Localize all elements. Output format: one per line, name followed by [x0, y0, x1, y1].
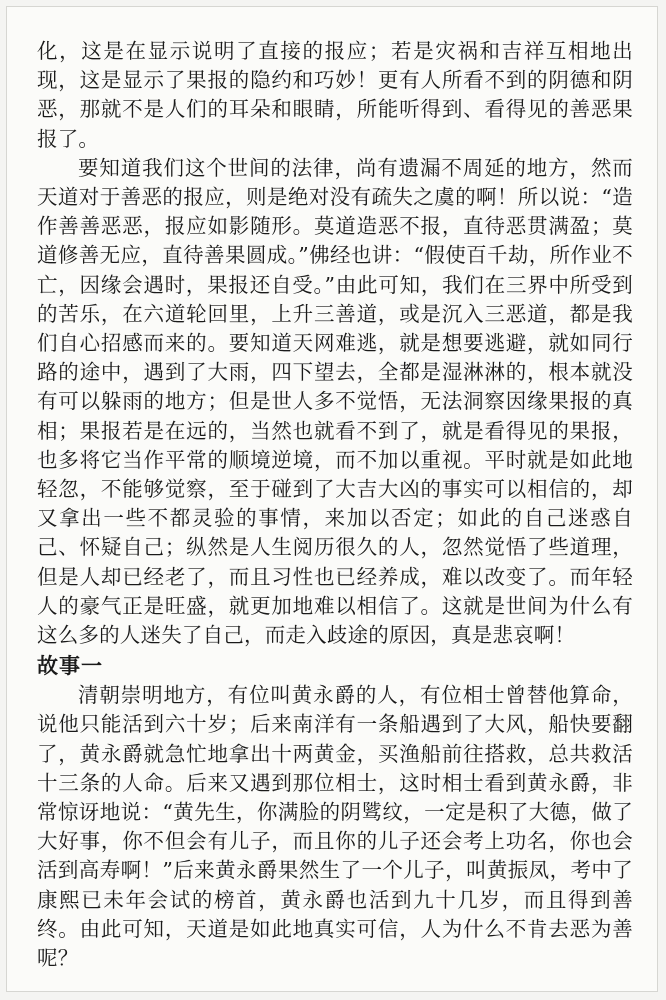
story-heading: 故事一	[37, 654, 103, 679]
story-paragraph: 清朝崇明地方，有位叫黄永爵的人，有位相士曾替他算命，说他只能活到六十岁；后来南洋有一条船遇到了大风，船快要翻了，黄永爵就急忙地拿出十两黄金，买渔船前往搭救，总共救活十三条的人命。后来又遇到那位相士，这时相士看到黄永爵，非常惊讶地说：“黄先生，你满脸的阴骘纹，一定是积了大德，做了大好事，你不但会有儿子，而且你的儿子还会考上功名，你也会活到高寿啊！”后来黄永爵果然生了一个儿子，叫黄振凤，考中了康熙已未年会试的榜首，黄永爵也活到九十几岁，而且得到善终。由此可知，天道是如此地真实可信，人为什么不肯去恶为善呢？	[37, 683, 633, 971]
page-text	[37, 37, 633, 973]
paragraph-moral-reflection: 要知道我们这个世间的法律，尚有遗漏不周延的地方，然而天道对于善恶的报应，则是绝对没有疏失之虞的啊！所以说：“造作善善恶恶，报应如影随形。莫道造恶不报，直待恶贯满盈；莫道修善无应，直待善果圆成。”佛经也讲：“假使百千劫，所作业不亡，因缘会遇时，果报还自受。”由此可知，我们在三界中所受到的苦乐，在六道轮回里，上升三善道，或是沉入三恶道，都是我们自心招感而来的。要知道天网难逃，就是想要逃避，就如同行路的途中，遇到了大雨，四下望去，全都是湿淋淋的，根本就没有可以躲雨的地方；但是世人多不觉悟，无法洞察因缘果报的真相；果报若是在远的，当然也就看不到了，就是看得见的果报，也多将它当作平常的顺境逆境，而不加以重视。平时就是如此地轻忽，不能够觉察，至于碰到了大吉大凶的事实可以相信的，却又拿出一些不都灵验的事情，来加以否定；如此的自己迷惑自己、怀疑自己；纵然是人生阅历很久的人，忽然觉悟了些道理，但是人却已经老了，而且习性也已经养成，难以改变了。而年轻人的豪气正是旺盛，就更加地难以相信了。这就是世间为什么有这么多的人迷失了自己，而走入歧途的原因，真是悲哀啊！	[37, 155, 633, 648]
book-page	[6, 6, 658, 992]
paragraph-continuation: 化，这是在显示说明了直接的报应；若是灾祸和吉祥互相地出现，这是显示了果报的隐约和巧妙！更有人所看不到的阴德和阴恶，那就不是人们的耳朵和眼睛，所能听得到、看得见的善恶果报了。	[37, 39, 633, 151]
